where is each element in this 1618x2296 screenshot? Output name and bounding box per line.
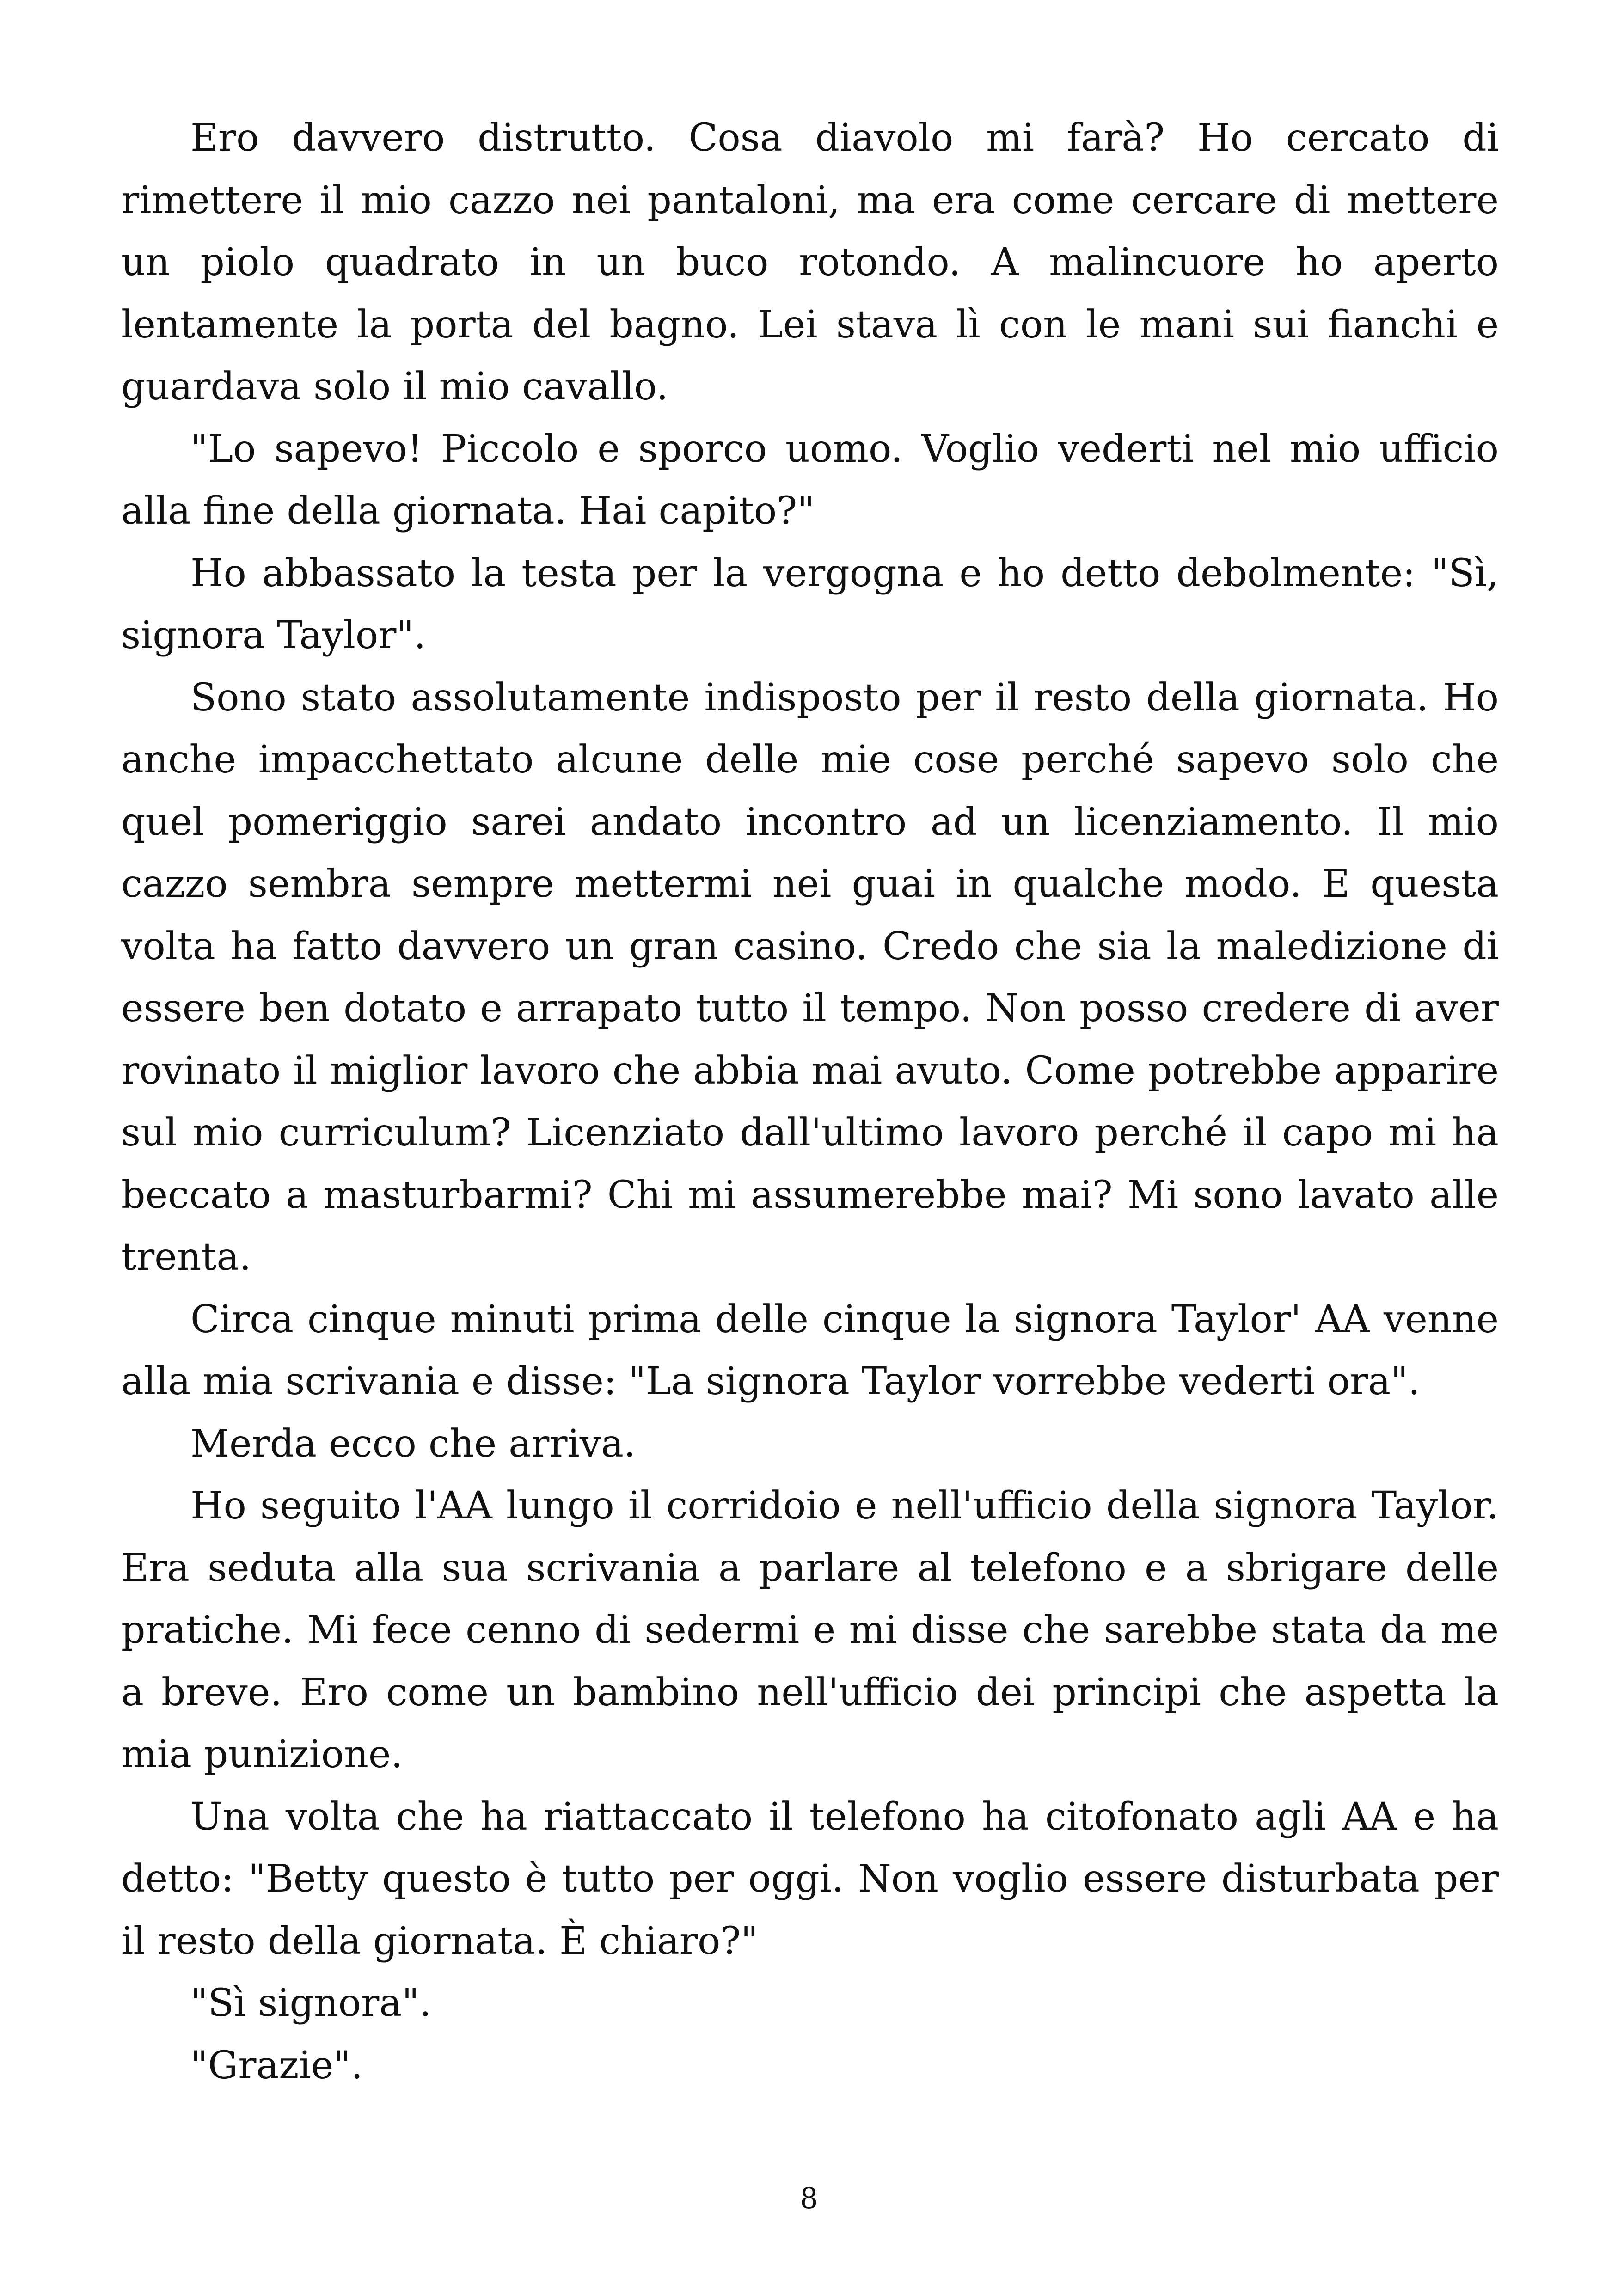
paragraph: Sono stato assolutamente indisposto per il resto della giornata. Ho anche impacchettato alcune delle mie cose perché sapevo solo che quel pomeriggio sarei andato incontro ad un licenziamento. Il mio cazzo sembra sempre mettermi nei guai in qualche modo. E questa volta ha fatto davvero un gran casino. Credo che sia la maledizione di essere ben dotato e arrapato tutto il tempo. Non posso credere di aver rovinato il miglior lavoro che abbia mai avuto. Come potrebbe apparire sul mio curriculum? Licenziato dall'ultimo lavoro perché il capo mi ha beccato a masturbarmi? Chi mi assumerebbe mai? Mi sono lavato alle trenta. [121, 675, 1499, 1279]
paragraph: Circa cinque minuti prima delle cinque la signora Taylor' AA venne alla mia scrivania e disse: "La signora Taylor vorrebbe vederti ora". [121, 1297, 1499, 1403]
page-number: 8 [800, 2181, 818, 2215]
paragraph: "Lo sapevo! Piccolo e sporco uomo. Voglio vederti nel mio ufficio alla fine della giornata. Hai capito?" [121, 427, 1499, 533]
paragraph: Ero davvero distrutto. Cosa diavolo mi farà? Ho cercato di rimettere il mio cazzo nei pantaloni, ma era come cercare di mettere un piolo quadrato in un buco rotondo. A malincuore ho aperto lentamente la porta del bagno. Lei stava lì con le mani sui fianchi e guardava solo il mio cavallo. [121, 116, 1499, 409]
paragraph: Ho abbassato la testa per la vergogna e ho detto debolmente: "Sì, signora Taylor". [121, 551, 1499, 657]
paragraph: "Sì signora". [190, 1981, 432, 2025]
paragraph: Merda ecco che arriva. [190, 1421, 636, 1466]
page-body [121, 107, 1499, 2097]
paragraph: Una volta che ha riattaccato il telefono ha citofonato agli AA e ha detto: "Betty questo è tutto per oggi. Non voglio essere disturbata per il resto della giornata. È chiaro?" [121, 1794, 1499, 1963]
paragraph: "Grazie". [190, 2043, 363, 2088]
paragraph: Ho seguito l'AA lungo il corridoio e nell'ufficio della signora Taylor. Era seduta alla sua scrivania a parlare al telefono e a sbrigare delle pratiche. Mi fece cenno di sedermi e mi disse che sarebbe stata da me a breve. Ero come un bambino nell'ufficio dei principi che aspetta la mia punizione. [121, 1484, 1499, 1776]
